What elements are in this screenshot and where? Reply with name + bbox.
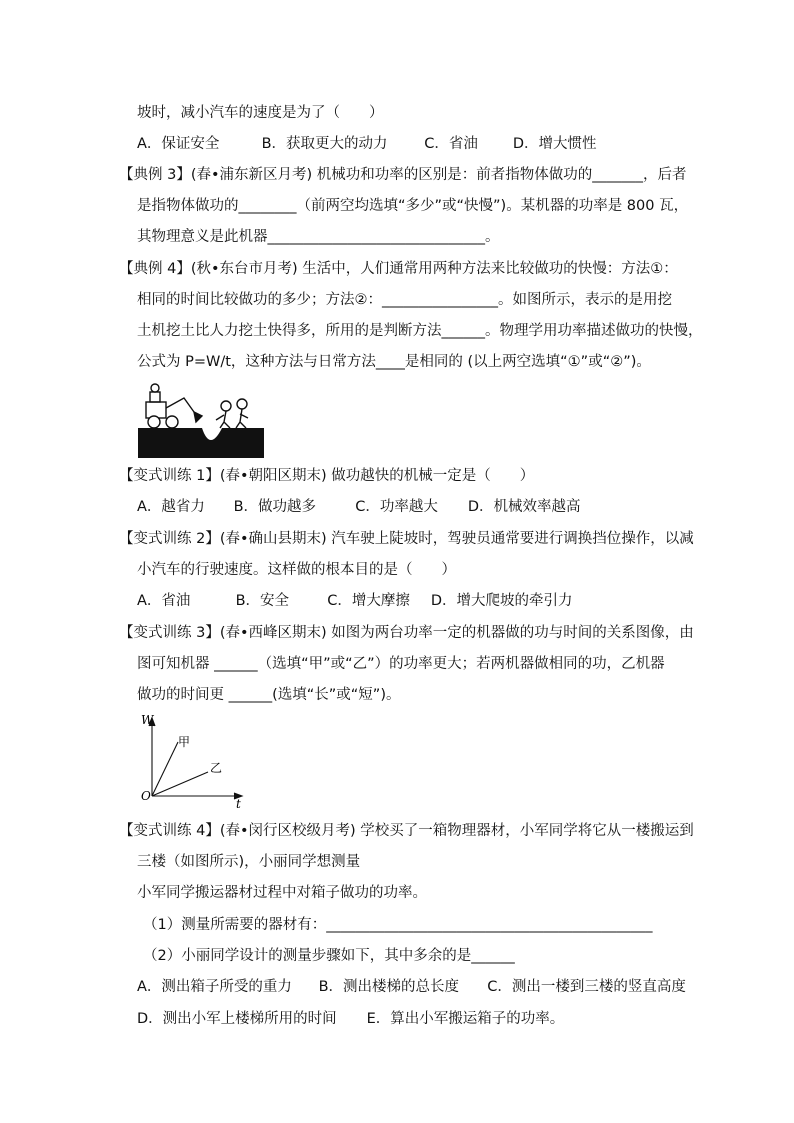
options-variant-2: [137, 591, 573, 611]
axis-label-t: t: [236, 797, 241, 808]
axis-label-w: W: [141, 713, 154, 727]
option-c: C．功率越大: [355, 499, 438, 515]
variant-4-q2: （2）小丽同学设计的测量步骤如下，其中多余的是______: [143, 948, 515, 964]
option-a: A．省油: [137, 593, 191, 609]
options-variant-4-row2: [137, 1009, 564, 1029]
example-4-line-2: 相同的时间比较做功的多少；方法②：________________。如图所示，表示的是用挖: [137, 292, 672, 308]
work-time-graph: [138, 712, 250, 808]
variant-3-line-3: 做功的时间更 ______(选填“长”或“短”)。: [137, 687, 401, 703]
option-b: B．获取更大的动力: [261, 136, 388, 152]
line-1: 坡时，减小汽车的速度是为了（ ）: [137, 105, 384, 121]
option-a: A．测出箱子所受的重力: [137, 979, 292, 995]
option-d: D．增大爬坡的牵引力: [430, 593, 573, 609]
option-a: A．越省力: [137, 499, 205, 515]
variant-4-line-3: 小军同学搬运器材过程中对箱子做功的功率。: [137, 885, 427, 901]
line-yi: [152, 772, 208, 796]
option-b: B．安全: [235, 593, 290, 609]
option-d: D．增大惯性: [512, 136, 597, 152]
variant-4-q1: （1）测量所需要的器材有：_____________________________________________: [143, 917, 653, 933]
variant-2-line-1: 【变式训练 2】(春•确山县期末) 汽车驶上陡坡时，驾驶员通常要进行调换挡位操作，以减: [119, 531, 694, 547]
options-variant-1: [137, 497, 581, 517]
example-3-line-3: 其物理意义是此机器______________________________。: [137, 229, 500, 245]
variant-1-line: 【变式训练 1】(春•朝阳区期末) 做功越快的机械一定是（ ）: [119, 468, 535, 484]
example-4-line-4: 公式为 P=W/t，这种方法与日常方法____是相同的 (以上两空选填“①”或“②”)。: [137, 354, 651, 370]
option-e: E．算出小军搬运箱子的功率。: [366, 1011, 565, 1027]
variant-3-line-2: 图可知机器 ______（选填“甲”或“乙”）的功率更大；若两机器做相同的功，乙机器: [137, 656, 665, 672]
example-3-line-1: 【典例 3】(春•浦东新区月考) 机械功和功率的区别是：前者指物体做功的_______，后者: [119, 167, 687, 183]
variant-3-line-1: 【变式训练 3】(春•西峰区期末) 如图为两台功率一定的机器做的功与时间的关系图像，由: [119, 625, 694, 641]
example-3-line-2: 是指物体做功的________（前两空均选填“多少”或“快慢”)。某机器的功率是 800 瓦，: [137, 198, 689, 214]
option-c: C．测出一楼到三楼的竖直高度: [487, 979, 686, 995]
variant-4-line-1: 【变式训练 4】(春•闵行区校级月考) 学校买了一箱物理器材，小军同学将它从一楼搬运到: [119, 823, 694, 839]
line-label-jia: 甲: [178, 735, 191, 749]
origin-label: O: [141, 789, 151, 803]
variant-4-line-2: 三楼（如图所示)，小丽同学想测量: [137, 854, 361, 870]
line-label-yi: 乙: [210, 761, 223, 775]
option-d: D．机械效率越高: [467, 499, 581, 515]
options-variant-4-row1: [137, 977, 686, 997]
excavator-figure: [138, 382, 264, 458]
option-c: C．省油: [424, 136, 478, 152]
options-q2: [137, 134, 597, 154]
option-d: D．测出小军上楼梯所用的时间: [137, 1011, 337, 1027]
option-b: B．做功越多: [233, 499, 317, 515]
option-a: A．保证安全: [137, 136, 220, 152]
option-c: C．增大摩擦: [327, 593, 410, 609]
example-4-line-3: 土机挖土比人力挖土快得多，所用的是判断方法______。物理学用功率描述做功的快慢，: [137, 323, 703, 339]
option-b: B．测出楼梯的总长度: [318, 979, 460, 995]
variant-2-line-2: 小汽车的行驶速度。这样做的根本目的是（ ）: [137, 562, 456, 578]
example-4-line-1: 【典例 4】(秋•东台市月考) 生活中，人们通常用两种方法来比较做功的快慢：方法①：: [119, 261, 678, 277]
line-jia: [152, 742, 178, 796]
